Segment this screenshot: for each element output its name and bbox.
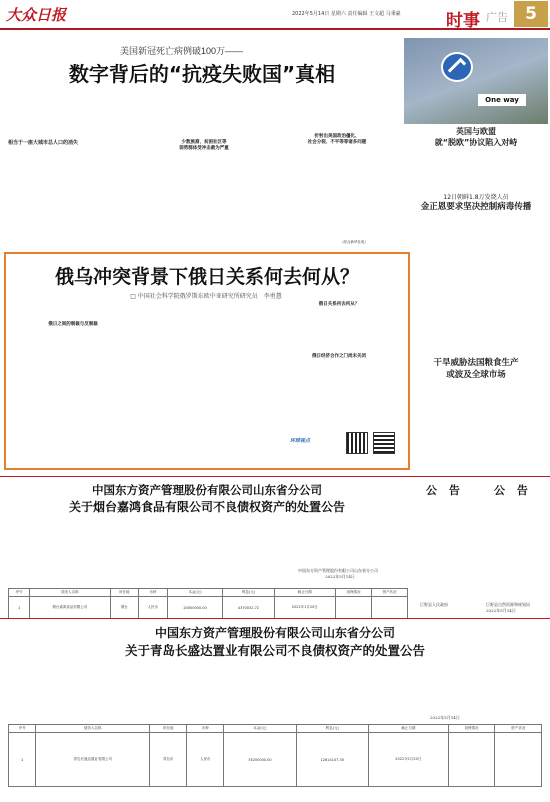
masthead [0, 0, 550, 30]
td: 2022年1月20日 [274, 597, 336, 619]
th: 序号 [9, 725, 36, 733]
body-text [142, 156, 266, 248]
th: 所在地 [150, 725, 187, 733]
issue-date: 2022年5月14日 星期六 责任编辑 王文超 马秉豪 [292, 11, 401, 17]
body-text [142, 86, 266, 138]
announcement-signer-2: 巨野县自然资源和规划局 [486, 602, 530, 607]
notice1-company: 中国东方资产管理股份有限公司山东省分公司 [92, 483, 322, 497]
body-text [6, 86, 136, 140]
body-text [274, 362, 404, 428]
notice1-table [8, 588, 408, 619]
paper-logo: 大众日报 [6, 6, 67, 24]
td: 1 [9, 597, 30, 619]
body-text [406, 150, 546, 190]
body-text [272, 150, 402, 238]
td: 青岛长盛达置业有限公司 [36, 733, 150, 787]
lead-subhead-3b: 社会分裂、不平等等诸多问题 [307, 140, 367, 145]
table-header-row [9, 725, 542, 733]
body-text [10, 302, 136, 320]
td [495, 733, 542, 787]
td [336, 597, 372, 619]
page-number: 5 [514, 1, 548, 27]
lead-subhead-2a: 少数族裔、贫困社区等 [181, 140, 227, 145]
feature-subhead-2: 俄日关系何去何从？ [318, 302, 360, 307]
section-title: 时事 [446, 11, 480, 31]
td: 烟台 [110, 597, 139, 619]
notice2-title: 关于青岛长盛达置业有限公司不良债权资产的处置公告 [124, 643, 425, 658]
th: 本金(元) [224, 725, 296, 733]
td: 人民币 [139, 597, 168, 619]
body-text [272, 86, 402, 132]
announcement-title-2: 公 告 [494, 484, 532, 497]
notice2-date: 2022年5月14日 [430, 715, 460, 720]
th: 担保情况 [448, 725, 495, 733]
th: 序号 [9, 589, 30, 597]
brexit-headline-2: 就“脱欧”协议陷入对峙 [434, 138, 518, 147]
body-text [406, 212, 546, 354]
body-text [406, 382, 546, 470]
road-sign-photo [404, 38, 548, 124]
feature-byline: □ 中国社会科学院俄罗斯东欧中亚研究所研究员 李勇慧 [130, 293, 282, 300]
table-row [9, 733, 542, 787]
notice2-company: 中国东方资产管理股份有限公司山东省分公司 [154, 626, 395, 640]
th: 利息(元) [223, 589, 274, 597]
td: 烟台嘉鸿食品有限公司 [30, 597, 110, 619]
feature-subhead-1: 俄日之间的制裁与反制裁 [48, 322, 98, 327]
korea-headline: 金正恩要求坚决控制病毒传播 [420, 202, 532, 212]
body-text [142, 302, 268, 466]
th: 资产状况 [495, 725, 542, 733]
lead-kicker: 美国新冠死亡病例破100万—— [120, 46, 244, 56]
td: 2022年1月20日 [368, 733, 448, 787]
qr-code-icon [373, 432, 395, 454]
body-text [6, 150, 136, 248]
table-header-row [9, 589, 408, 597]
notice2-body [8, 660, 542, 712]
td [371, 597, 407, 619]
announcement-body [486, 500, 548, 598]
france-headline-1: 干旱威胁法国粮食生产 [433, 358, 519, 368]
one-way-sign: One way [478, 94, 526, 106]
feature-subhead-3: 俄日经济合作之门尚未关闭 [312, 354, 366, 359]
th: 债务人名称 [30, 589, 110, 597]
divider [0, 476, 550, 477]
announcement-body [420, 500, 482, 598]
credit: （综合新华社电） [340, 240, 368, 244]
th: 币种 [187, 725, 224, 733]
td: 12614107.30 [296, 733, 368, 787]
td: 1 [9, 733, 36, 787]
notice1-title: 关于烟台嘉鸿食品有限公司不良债权资产的处置公告 [68, 500, 345, 514]
table-row [9, 597, 408, 619]
notice1-date: 2022年5月14日 [325, 574, 355, 579]
td: 35200000.00 [224, 733, 296, 787]
td: 4370032.72 [223, 597, 274, 619]
brexit-headline-1: 英国与欧盟 [456, 127, 496, 136]
notice1-signer: 中国东方资产管理股份有限公司山东省分公司 [298, 568, 378, 573]
announcement-title: 公 告 [426, 484, 464, 497]
td: 青岛市 [150, 733, 187, 787]
lead-subhead-3a: 折射出美国政治僵化、 [314, 134, 360, 139]
ad-label: 广告 [486, 11, 508, 24]
th: 资产状况 [371, 589, 407, 597]
lead-subhead-1: 相当于一座大城市总人口的消失 [8, 140, 79, 146]
column-logo: 环球视点 [290, 438, 311, 444]
th: 债务人名称 [36, 725, 150, 733]
divider [0, 618, 550, 619]
announcement-date: 2022年5月14日 [486, 608, 516, 613]
th: 截止日期 [368, 725, 448, 733]
feature-headline: 俄乌冲突背景下俄日关系何去何从？ [54, 266, 359, 288]
th: 截止日期 [274, 589, 336, 597]
qr-code-icon [346, 432, 368, 454]
th: 币种 [139, 589, 168, 597]
th: 利息(元) [296, 725, 368, 733]
th: 本金(元) [167, 589, 223, 597]
td: 20000000.00 [167, 597, 223, 619]
korea-kicker: 12日朝鲜1.8万发烧人员 [443, 194, 509, 201]
announcement-signer: 巨野县人民政府 [420, 602, 448, 607]
td: 人民币 [187, 733, 224, 787]
notice2-table [8, 724, 542, 787]
france-headline-2: 或波及全球市场 [446, 370, 506, 380]
body-text [274, 310, 404, 352]
notice1-body [8, 518, 408, 558]
th: 所在地 [110, 589, 139, 597]
lead-headline: 数字背后的“抗疫失败国”真相 [68, 62, 336, 86]
lead-subhead-2b: 弱势群体受冲击最为严重 [179, 146, 229, 151]
th: 担保情况 [336, 589, 372, 597]
body-text [10, 330, 136, 466]
td [448, 733, 495, 787]
